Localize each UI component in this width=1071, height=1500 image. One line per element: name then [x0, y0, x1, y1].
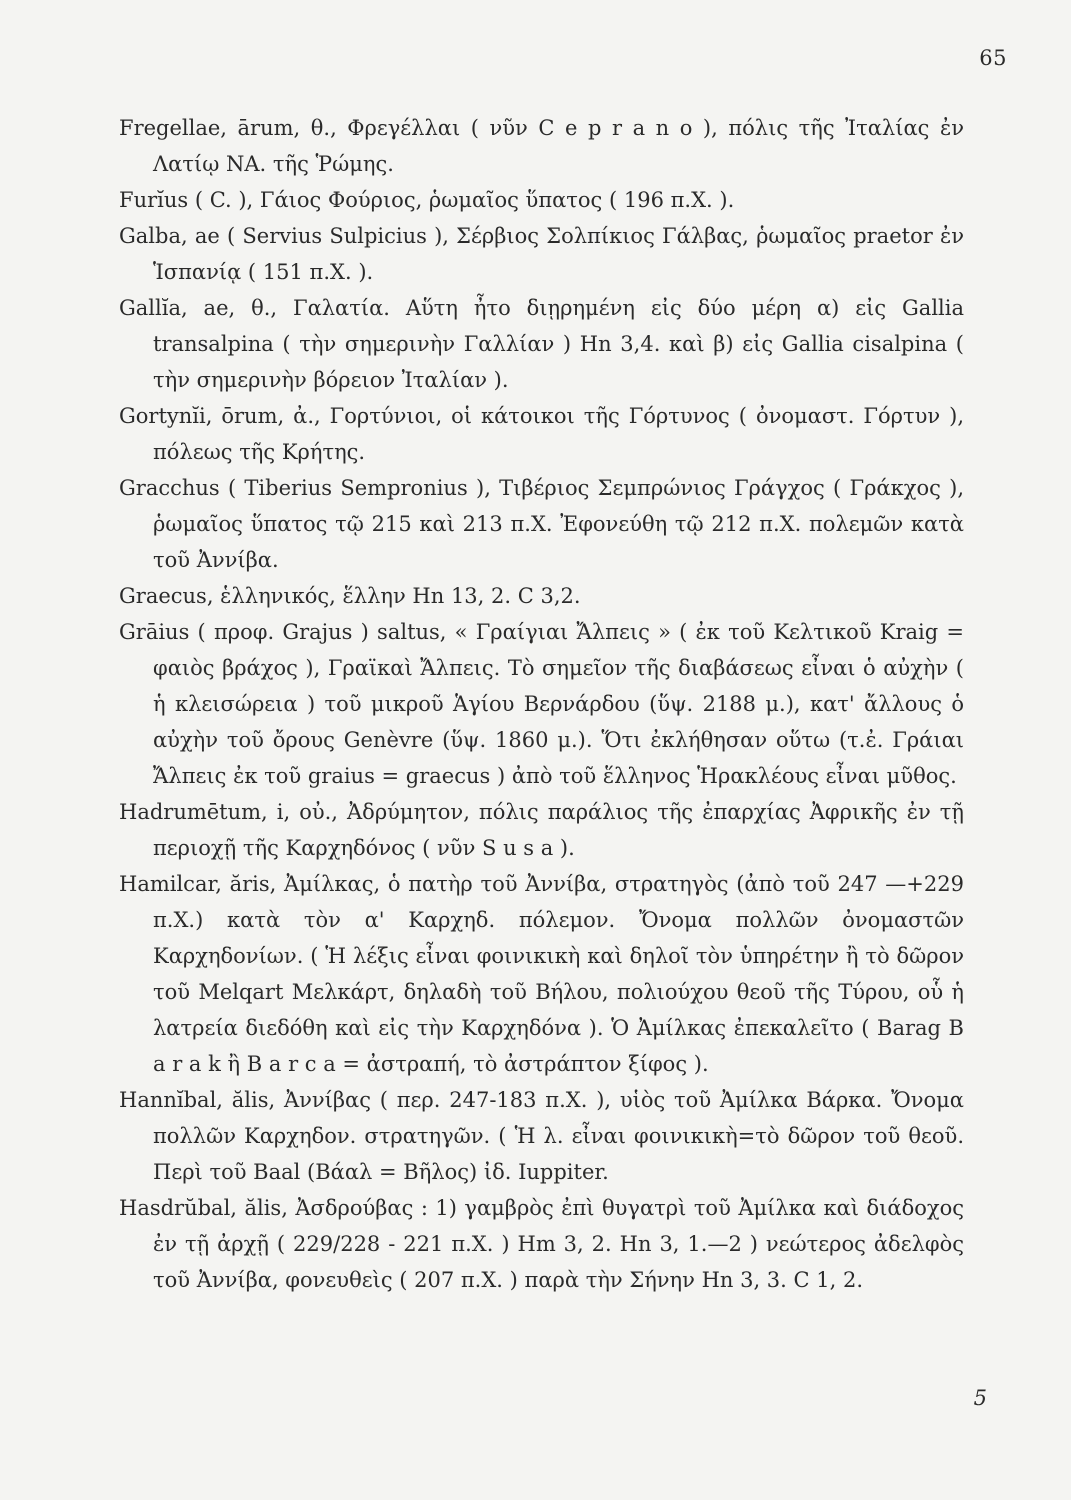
signature-mark: 5	[973, 1386, 987, 1410]
page-number: 65	[979, 46, 1007, 70]
entry-graius: Grāius ( προφ. Grajus ) saltus, « Γραίγιαι Ἄλπεις » ( ἐκ τοῦ Κελτικοῦ Kraig = φαιὸς βράχος ), Γραϊκαὶ Ἄλπεις. Τὸ σημεῖον τῆς διαβάσεως εἶναι ὁ αὐχὴν ( ἡ κλεισώρεια ) τοῦ μικροῦ Ἁγίου Βερνάρδου (ὕψ. 2188 μ.), κατ' ἄλλους ὁ αὐχὴν τοῦ ὄρους Genèvre (ὕψ. 1860 μ.). Ὅτι ἐκλήθησαν οὕτω (τ.ἐ. Γράιαι Ἄλπεις ἐκ τοῦ graius = graecus ) ἀπὸ τοῦ ἕλληνος Ἡρακλέους εἶναι μῦθος.	[119, 620, 964, 788]
entry-fregellae: Fregellae, ārum, θ., Φρεγέλλαι ( νῦν C e p r a n o ), πόλις τῆς Ἰταλίας ἐν Λατίῳ ΝΑ. τῆς Ῥώμης.	[119, 116, 964, 176]
entry-hannibal: Hannĭbal, ălis, Ἀννίβας ( περ. 247-183 π.Χ. ), υἱὸς τοῦ Ἀμίλκα Βάρκα. Ὄνομα πολλῶν Καρχηδον. στρατηγῶν. ( Ἡ λ. εἶναι φοινικικὴ=τὸ δῶρον τοῦ θεοῦ. Περὶ τοῦ Baal (Βάαλ = Βῆλος) ἰδ. Iuppiter.	[119, 1088, 964, 1184]
entry-galba: Galba, ae ( Servius Sulpicius ), Σέρβιος Σολπίκιος Γάλβας, ῥωμαῖος praetor ἐν Ἱσπανίᾳ ( 151 π.Χ. ).	[119, 224, 964, 284]
entry-gracchus: Gracchus ( Tiberius Sempronius ), Τιβέριος Σεμπρώνιος Γράγχος ( Γράκχος ), ῥωμαῖος ὕπατος τῷ 215 καὶ 213 π.Χ. Ἐφονεύθη τῷ 212 π.Χ. πολεμῶν κατὰ τοῦ Ἀννίβα.	[119, 476, 964, 572]
entry-hasdrubal: Hasdrŭbal, ălis, Ἀσδρούβας : 1) γαμβρὸς ἐπὶ θυγατρὶ τοῦ Ἀμίλκα καὶ διάδοχος ἐν τῇ ἀρχῇ ( 229/228 - 221 π.Χ. ) Hm 3, 2. Hn 3, 1.—2 ) νεώτερος ἀδελφὸς τοῦ Ἀννίβα, φονευθεὶς ( 207 π.Χ. ) παρὰ τὴν Σήνην Hn 3, 3. C 1, 2.	[119, 1196, 964, 1292]
entry-hamilcar: Hamilcar, ăris, Ἀμίλκας, ὁ πατὴρ τοῦ Ἀννίβα, στρατηγὸς (ἀπὸ τοῦ 247 —+229 π.Χ.) κατὰ τὸν α' Καρχηδ. πόλεμον. Ὄνομα πολλῶν ὀνομαστῶν Καρχηδονίων. ( Ἡ λέξις εἶναι φοινικικὴ καὶ δηλοῖ τὸν ὑπηρέτην ἢ τὸ δῶρον τοῦ Melqart Μελκάρτ, δηλαδὴ τοῦ Βήλου, πολιούχου θεοῦ τῆς Τύρου, οὗ ἡ λατρεία διεδόθη καὶ εἰς τὴν Καρχηδόνα ). Ὁ Ἀμίλκας ἐπεκαλεῖτο ( Barag B a r a k ἢ B a r c a = ἀστραπή, τὸ ἀστράπτον ξίφος ).	[119, 872, 964, 1076]
entry-graecus: Graecus, ἑλληνικός, ἕλλην Hn 13, 2. C 3,2.	[119, 584, 581, 608]
entry-gallia: Gallĭa, ae, θ., Γαλατία. Αὕτη ἦτο διῃρημένη εἰς δύο μέρη α) εἰς Gallia transalpina ( τὴν σημερινὴν Γαλλίαν ) Hn 3,4. καὶ β) εἰς Gallia cisalpina ( τὴν σημερινὴν βόρειον Ἰταλίαν ).	[119, 296, 964, 392]
entry-furius: Furĭus ( C. ), Γάιος Φούριος, ῥωμαῖος ὕπατος ( 196 π.Χ. ).	[119, 188, 735, 212]
lexicon-entries	[119, 110, 964, 1298]
entry-gortynii: Gortynĭi, ōrum, ἀ., Γορτύνιοι, οἱ κάτοικοι τῆς Γόρτυνος ( ὀνομαστ. Γόρτυν ), πόλεως τῆς Κρήτης.	[119, 404, 964, 464]
entry-hadrumetum: Hadrumētum, i, οὐ., Ἀδρύμητον, πόλις παράλιος τῆς ἐπαρχίας Ἀφρικῆς ἐν τῇ περιοχῇ τῆς Καρχηδόνος ( νῦν S u s a ).	[119, 800, 964, 860]
